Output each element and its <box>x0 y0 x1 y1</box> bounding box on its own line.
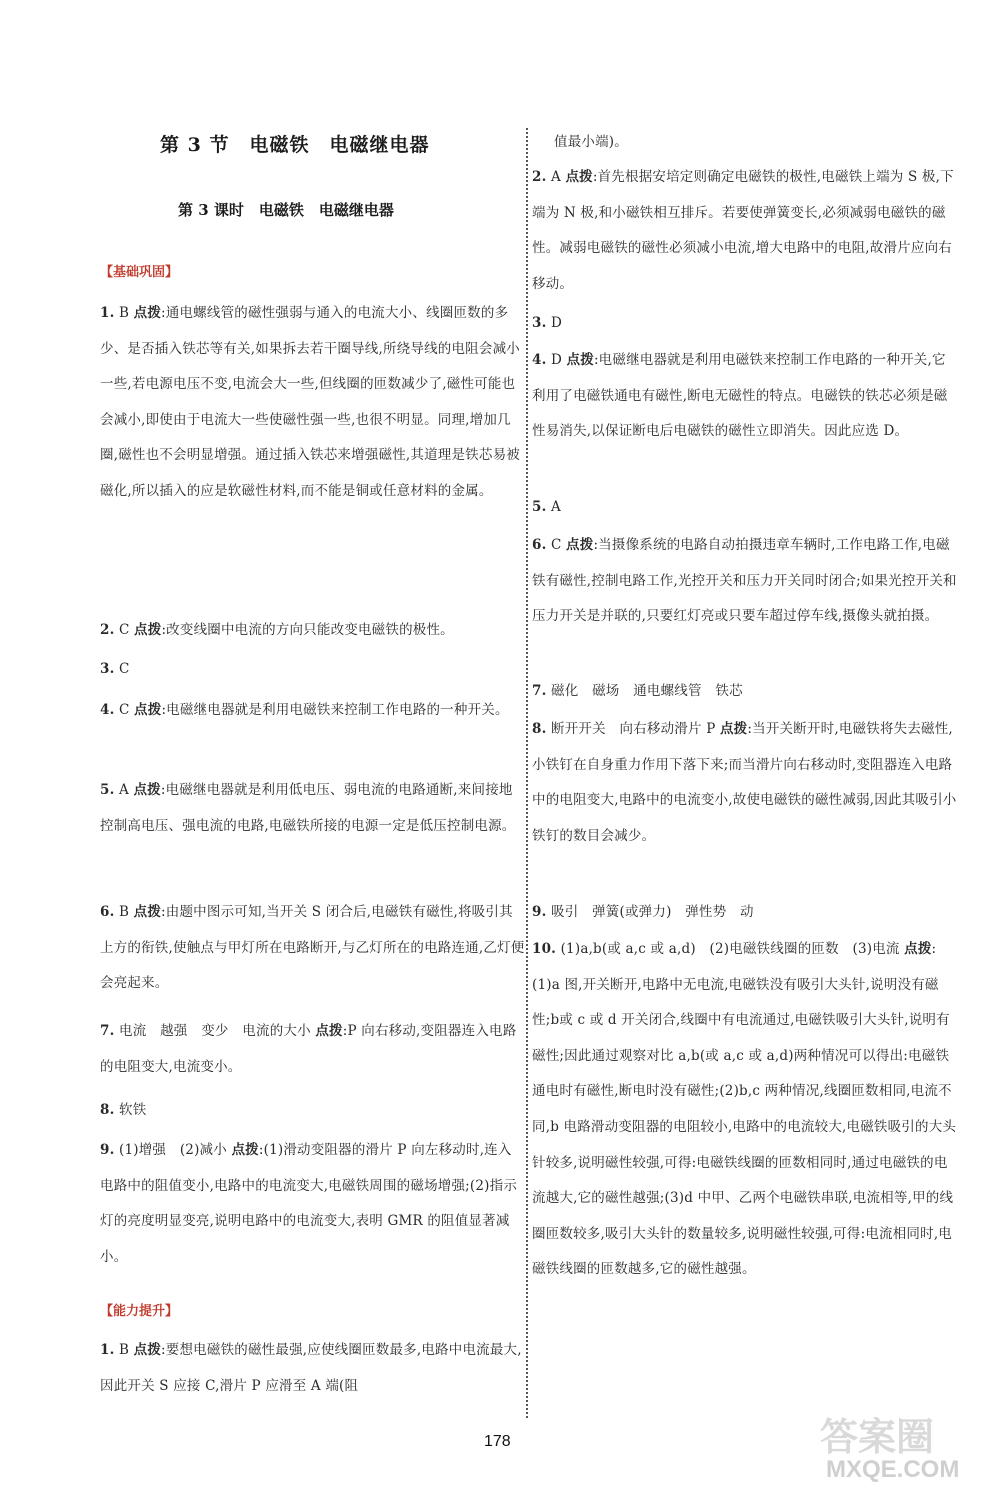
answer-item: 值最小端)。 <box>554 134 628 150</box>
column-divider <box>526 128 528 1418</box>
section-basic: 【基础巩固】 <box>100 265 179 280</box>
answer-item: 7. 磁化 磁场 通电螺线管 铁芯 <box>532 683 743 699</box>
answer-item: 6. C 点拨:当摄像系统的电路自动拍摄违章车辆时,工作电路工作,电磁铁有磁性,控制电路工作,光控开关和压力开关同时闭合;如果光控开关和压力开关是并联的,只要红灯亮或只要车超过停车线,摄像头就拍摄。 <box>532 537 957 625</box>
answer-item: 6. B 点拨:由题中图示可知,当开关 S 闭合后,电磁铁有磁性,将吸引其上方的衔铁,使触点与甲灯所在电路断开,与乙灯所在的电路连通,乙灯便会亮起来。 <box>100 904 525 992</box>
answer-item: 1. B 点拨:通电螺线管的磁性强弱与通入的电流大小、线圈匝数的多少、是否插入铁芯等有关,如果拆去若干圈导线,所绕导线的电阻会减小一些,若电源电压不变,电流会大一些,但线圈的匝数减少了,磁性可能也会减小,即使由于电流大一些使磁性强一些,也很不明显。同理,增加几圈,磁性也不会明显增强。通过插入铁芯来增强磁性,其道理是铁芯易被磁化,所以插入的应是软磁性材料,而不能是铜或任意材料的金属。 <box>100 305 520 499</box>
answer-item: 4. C 点拨:电磁继电器就是利用电磁铁来控制工作电路的一种开关。 <box>100 702 509 718</box>
watermark-logo: 答案圈 <box>820 1417 935 1459</box>
answer-item: 8. 软铁 <box>100 1102 147 1118</box>
section-ability: 【能力提升】 <box>100 1304 179 1319</box>
answer-item: 3. C <box>100 661 130 677</box>
answer-item: 1. B 点拨:要想电磁铁的磁性最强,应使线圈匝数最多,电路中电流最大,因此开关 S 应接 C,滑片 P 应滑至 A 端(阻 <box>100 1342 522 1394</box>
answer-item: 8. 断开开关 向右移动滑片 P 点拨:当开关断开时,电磁铁将失去磁性,小铁钉在自身重力作用下落下来;而当滑片向右移动时,变阻器连入电路中的电阻变大,电路中的电流变小,故使电磁铁的磁性减弱,因此其吸引小铁钉的数目会减少。 <box>532 721 957 844</box>
page-number: 178 <box>484 1433 511 1450</box>
answer-item: 5. A <box>532 499 561 515</box>
answer-item: 2. C 点拨:改变线圈中电流的方向只能改变电磁铁的极性。 <box>100 622 454 638</box>
answer-item: 3. D <box>532 315 563 331</box>
watermark-url: MXQE.COM <box>826 1456 960 1483</box>
answer-item: 9. 吸引 弹簧(或弹力) 弹性势 动 <box>532 904 754 920</box>
answer-item: 10. (1)a,b(或 a,c 或 a,d) (2)电磁铁线圈的匝数 (3)电流 点拨:(1)a 图,开关断开,电路中无电流,电磁铁没有吸引大头针,说明没有磁性;b或 c 或 d 开关闭合,线圈中有电流通过,电磁铁吸引大头针,说明有磁性;因此通过观察对比 a,b(或 a,c 或 a,d)两种情况可以得出:电磁铁通电时有磁性,断电时没有磁性;(2)b,c 两种情况,线圈匝数相同,电流不同,b 电路滑动变阻器的电阻较小,电路中的电流较大,电磁铁吸引的大头针较多,说明磁性较强,可得:电磁铁线圈的匝数相同时,通过电磁铁的电流越大,它的磁性越强;(3)d 中甲、乙两个电磁铁串联,电流相等,甲的线圈匝数较多,吸引大头针的数量较多,说明磁性较强,可得:电流相同时,电磁铁线圈的匝数越多,它的磁性越强。 <box>532 941 957 1278</box>
answer-item: 7. 电流 越强 变少 电流的大小 点拨:P 向右移动,变阻器连入电路的电阻变大,电流变小。 <box>100 1023 517 1075</box>
answer-item: 9. (1)增强 (2)减小 点拨:(1)滑动变阻器的滑片 P 向左移动时,连入电路中的阻值变小,电路中的电流变大,电磁铁周围的磁场增强;(2)指示灯的亮度明显变亮,说明电路中的电流变大,表明 GMR 的阻值显著减小。 <box>100 1142 518 1265</box>
answer-item: 4. D 点拨:电磁继电器就是利用电磁铁来控制工作电路的一种开关,它利用了电磁铁通电有磁性,断电无磁性的特点。电磁铁的铁芯必须是磁性易消失,以保证断电后电磁铁的磁性立即消失。因此应选 D。 <box>532 352 948 440</box>
lesson-title: 第 3 课时 电磁铁 电磁继电器 <box>178 201 394 219</box>
answer-item: 2. A 点拨:首先根据安培定则确定电磁铁的极性,电磁铁上端为 S 极,下端为 N 极,和小磁铁相互排斥。若要使弹簧变长,必须减弱电磁铁的磁性。减弱电磁铁的磁性必须减小电流,增大电路中的电阻,故滑片应向右移动。 <box>532 169 954 292</box>
section-title: 第 3 节 电磁铁 电磁继电器 <box>160 134 430 156</box>
answer-item: 5. A 点拨:电磁继电器就是利用低电压、弱电流的电路通断,来间接地控制高电压、强电流的电路,电磁铁所接的电源一定是低压控制电源。 <box>100 782 516 834</box>
